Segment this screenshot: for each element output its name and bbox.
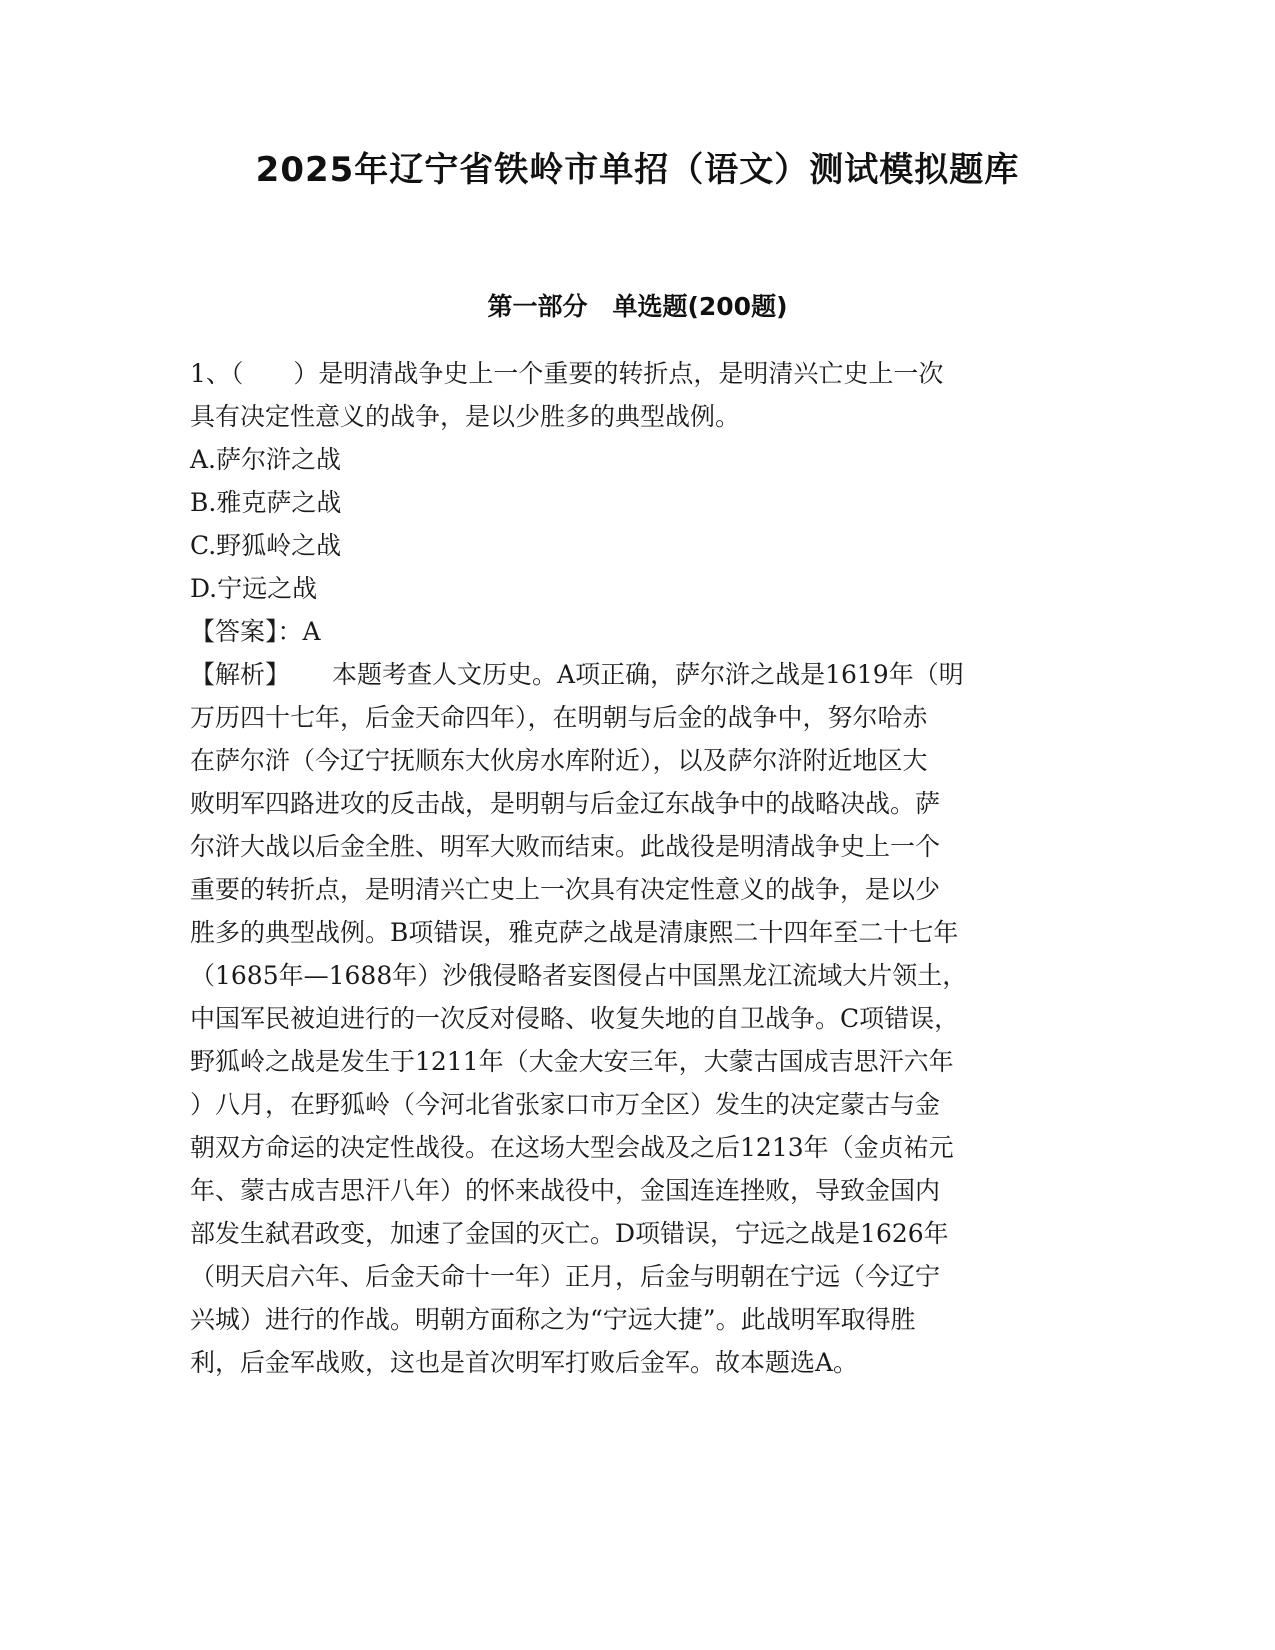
analysis-line: 胜多的典型战例。B项错误，雅克萨之战是清康熙二十四年至二十七年	[190, 918, 959, 947]
option-a: A.萨尔浒之战	[190, 445, 342, 474]
analysis-line: 万历四十七年，后金天命四年），在明朝与后金的战争中，努尔哈赤	[190, 703, 928, 732]
analysis-line: 利，后金军战败，这也是首次明军打败后金军。故本题选A。	[190, 1348, 859, 1377]
analysis-line: 重要的转折点，是明清兴亡史上一次具有决定性意义的战争，是以少	[190, 875, 941, 904]
analysis-line: 野狐岭之战是发生于1211年（大金大安三年，大蒙古国成吉思汗六年	[190, 1047, 954, 1076]
analysis-line: 败明军四路进攻的反击战，是明朝与后金辽东战争中的战略决战。萨	[190, 789, 941, 818]
question-stem-line: 具有决定性意义的战争，是以少胜多的典型战例。	[190, 402, 741, 431]
analysis-label: 【解析】	[190, 660, 291, 689]
question-stem-line: 1、（ ）是明清战争史上一个重要的转折点，是明清兴亡史上一次	[190, 359, 944, 388]
question-block	[190, 352, 1090, 1384]
analysis-line: 尔浒大战以后金全胜、明军大败而结束。此战役是明清战争史上一个	[190, 832, 941, 861]
analysis-line: 兴城）进行的作战。明朝方面称之为“宁远大捷”。此战明军取得胜	[190, 1305, 916, 1334]
analysis-line	[190, 653, 1090, 696]
analysis-line: 年、蒙古成吉思汗八年）的怀来战役中，金国连连挫败，导致金国内	[190, 1176, 941, 1205]
analysis-line: 朝双方命运的决定性战役。在这场大型会战及之后1213年（金贞祐元	[190, 1133, 954, 1162]
analysis-line: 在萨尔浒（今辽宁抚顺东大伙房水库附近），以及萨尔浒附近地区大	[190, 746, 928, 775]
analysis-line: （1685年—1688年）沙俄侵略者妄图侵占中国黑龙江流域大片领土，	[190, 961, 968, 990]
answer-label: 【答案】：	[190, 617, 303, 646]
document-title: 2025年辽宁省铁岭市单招（语文）测试模拟题库	[255, 150, 1020, 190]
option-c: C.野狐岭之战	[190, 531, 342, 560]
option-b: B.雅克萨之战	[190, 488, 342, 517]
analysis-line: （明天启六年、后金天命十一年）正月，后金与明朝在宁远（今辽宁	[190, 1262, 941, 1291]
answer-line	[190, 610, 1090, 653]
analysis-text: 本题考查人文历史。A项正确，萨尔浒之战是1619年（明	[332, 660, 964, 689]
section-title: 第一部分 单选题(200题)	[487, 292, 788, 321]
analysis-line: ）八月，在野狐岭（今河北省张家口市万全区）发生的决定蒙古与金	[190, 1090, 941, 1119]
answer-value: A	[302, 617, 321, 646]
analysis-line: 部发生弑君政变，加速了金国的灭亡。D项错误，宁远之战是1626年	[190, 1219, 949, 1248]
option-d: D.宁远之战	[190, 574, 318, 603]
analysis-line: 中国军民被迫进行的一次反对侵略、收复失地的自卫战争。C项错误，	[190, 1004, 960, 1033]
